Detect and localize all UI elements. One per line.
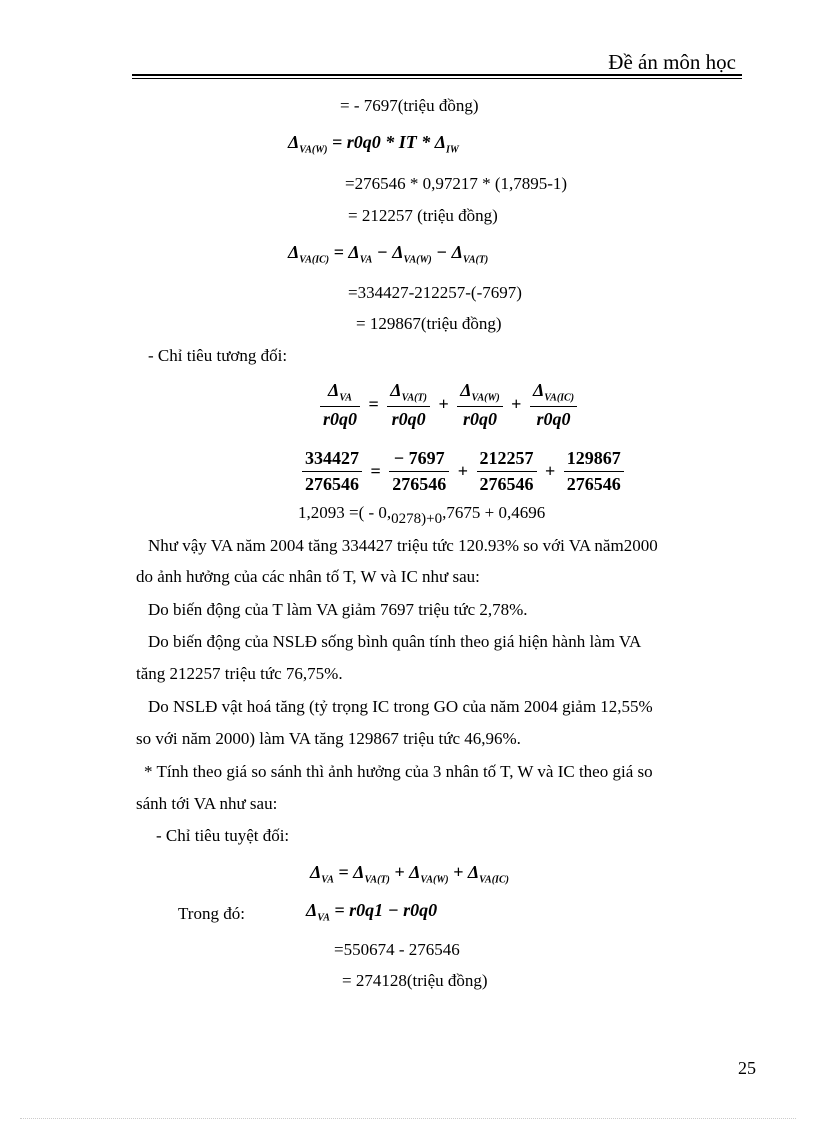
calc-line-2: =334427-212257-(-7697)	[348, 283, 522, 302]
trong-do-label: Trong đó:	[178, 904, 245, 923]
numerator	[320, 380, 360, 407]
subscript-va: VA	[317, 912, 330, 924]
paragraph-3-line-1: Do biến động của NSLĐ sống bình quân tính theo giá hiện hành làm VA	[148, 632, 642, 651]
paragraph-1-line-2: do ảnh hưởng của các nhân tố T, W và IC như sau:	[136, 567, 480, 586]
delta-symbol: Δ	[328, 380, 340, 400]
delta-symbol: Δ	[288, 132, 300, 152]
term-r0q0: r0q0	[346, 132, 381, 152]
paragraph-5-line-1: * Tính theo giá so sánh thì ảnh hưởng của 3 nhân tố T, W và IC theo giá so	[144, 762, 653, 781]
denominator: r0q0	[536, 408, 571, 429]
denominator: r0q0	[323, 408, 358, 429]
calc-line-3: =550674 - 276546	[334, 940, 460, 959]
header-rule-bottom	[132, 78, 742, 79]
plus-sign: +	[511, 394, 522, 415]
numerator: 212257	[477, 448, 537, 472]
subscript-va-t: VA(T)	[401, 392, 427, 404]
plus-sign: +	[457, 461, 469, 481]
term-r0q0: r0q0	[403, 900, 438, 920]
equals-sign: =	[370, 461, 381, 481]
numerator	[457, 380, 502, 407]
denominator: r0q0	[462, 408, 497, 429]
times-sign: *	[421, 132, 431, 152]
relative-result-part-1: 1,2093 =( - 0,	[298, 503, 392, 522]
subscript-va-t: VA(T)	[462, 254, 489, 266]
delta-symbol: Δ	[532, 380, 545, 400]
delta-symbol: Δ	[310, 862, 322, 882]
paragraph-4-line-1: Do NSLĐ vật hoá tăng (tỷ trọng IC trong GO của năm 2004 giảm 12,55%	[148, 697, 653, 716]
fraction-va-ic	[530, 380, 577, 430]
equation-relative-fractions	[318, 380, 579, 430]
minus-sign: −	[376, 242, 388, 262]
delta-symbol: Δ	[306, 900, 318, 920]
paragraph-3-line-2: tăng 212257 triệu tức 76,75%.	[136, 664, 343, 683]
subscript-va: VA	[321, 874, 334, 886]
equation-absolute-decomposition	[310, 862, 509, 886]
numerator	[530, 380, 577, 407]
section-absolute-indicator: - Chỉ tiêu tuyệt đối:	[156, 826, 290, 845]
delta-symbol: Δ	[288, 242, 300, 262]
delta-symbol: Δ	[409, 862, 421, 882]
subscript-va-ic: VA(IC)	[479, 874, 509, 886]
calc-line-1: =276546 * 0,97217 * (1,7895-1)	[345, 174, 568, 193]
equals-sign: =	[333, 242, 344, 262]
denominator: 276546	[479, 474, 534, 494]
minus-sign: −	[387, 900, 399, 920]
result-line-2: = 212257 (triệu đồng)	[348, 206, 498, 225]
bottom-dotted-rule	[20, 1118, 796, 1119]
numerator: 129867	[564, 448, 624, 472]
denominator: 276546	[392, 474, 447, 494]
term-it: IT	[398, 132, 417, 152]
delta-symbol: Δ	[390, 380, 402, 400]
fraction-w	[477, 448, 537, 495]
equals-sign: =	[331, 132, 343, 152]
subscript-va-ic: VA(IC)	[299, 254, 330, 266]
plus-sign: +	[453, 862, 464, 882]
denominator: 276546	[305, 474, 359, 494]
result-line-4: = 274128(triệu đồng)	[342, 971, 488, 990]
section-relative-indicator: - Chỉ tiêu tương đối:	[148, 346, 288, 365]
paragraph-4-line-2: so với năm 2000) làm VA tăng 129867 triệu tức 46,96%.	[136, 729, 521, 748]
fraction-ic	[564, 448, 624, 495]
relative-result-part-2: 0278)+0	[391, 511, 443, 527]
relative-result-line	[298, 503, 546, 527]
paragraph-5-line-2: sánh tới VA như sau:	[136, 794, 278, 813]
delta-symbol: Δ	[460, 380, 472, 400]
page-header-title: Đề án môn học	[608, 50, 736, 74]
fraction-va-t	[387, 380, 430, 430]
paragraph-2: Do biến động của T làm VA giảm 7697 triệu tức 2,78%.	[148, 600, 528, 619]
fraction-total	[302, 448, 362, 495]
result-line-1: = - 7697(triệu đồng)	[340, 96, 479, 115]
equation-numeric-fractions	[300, 448, 626, 495]
subscript-va: VA	[339, 392, 352, 404]
subscript-iw: IW	[446, 144, 459, 156]
subscript-va-w: VA(W)	[471, 392, 500, 404]
delta-symbol: Δ	[392, 242, 404, 262]
term-r0q1: r0q1	[349, 900, 384, 920]
equals-sign: =	[338, 862, 349, 882]
subscript-va-w: VA(W)	[299, 144, 328, 156]
delta-symbol: Δ	[353, 862, 365, 882]
equation-delta-va-definition	[306, 900, 437, 924]
delta-symbol: Δ	[348, 242, 360, 262]
plus-sign: +	[438, 394, 449, 415]
numerator: − 7697	[389, 448, 449, 472]
equation-delta-va-w	[288, 132, 459, 156]
plus-sign: +	[394, 862, 405, 882]
relative-result-part-3: ,7675 + 0,4696	[442, 503, 546, 522]
subscript-va-ic: VA(IC)	[544, 392, 575, 404]
subscript-va-w: VA(W)	[403, 254, 432, 266]
subscript-va-t: VA(T)	[364, 874, 390, 886]
fraction-va	[320, 380, 360, 430]
minus-sign: −	[436, 242, 448, 262]
page-number: 25	[738, 1058, 756, 1078]
header-rule-top	[132, 74, 742, 76]
result-line-3: = 129867(triệu đồng)	[356, 314, 502, 333]
equals-sign: =	[368, 394, 379, 415]
plus-sign: +	[545, 461, 556, 481]
delta-symbol: Δ	[467, 862, 480, 882]
subscript-va: VA	[359, 254, 373, 266]
equation-delta-va-ic	[288, 242, 488, 266]
fraction-va-w	[457, 380, 502, 430]
equals-sign: =	[334, 900, 345, 920]
denominator: 276546	[566, 474, 621, 494]
numerator	[387, 380, 430, 407]
denominator: r0q0	[391, 408, 426, 429]
fraction-t	[389, 448, 449, 495]
paragraph-1-line-1: Như vậy VA năm 2004 tăng 334427 triệu tức 120.93% so với VA năm2000	[148, 536, 658, 555]
numerator: 334427	[302, 448, 362, 472]
subscript-va-w: VA(W)	[420, 874, 449, 886]
delta-symbol: Δ	[434, 132, 447, 152]
delta-symbol: Δ	[451, 242, 463, 262]
times-sign: *	[385, 132, 395, 152]
